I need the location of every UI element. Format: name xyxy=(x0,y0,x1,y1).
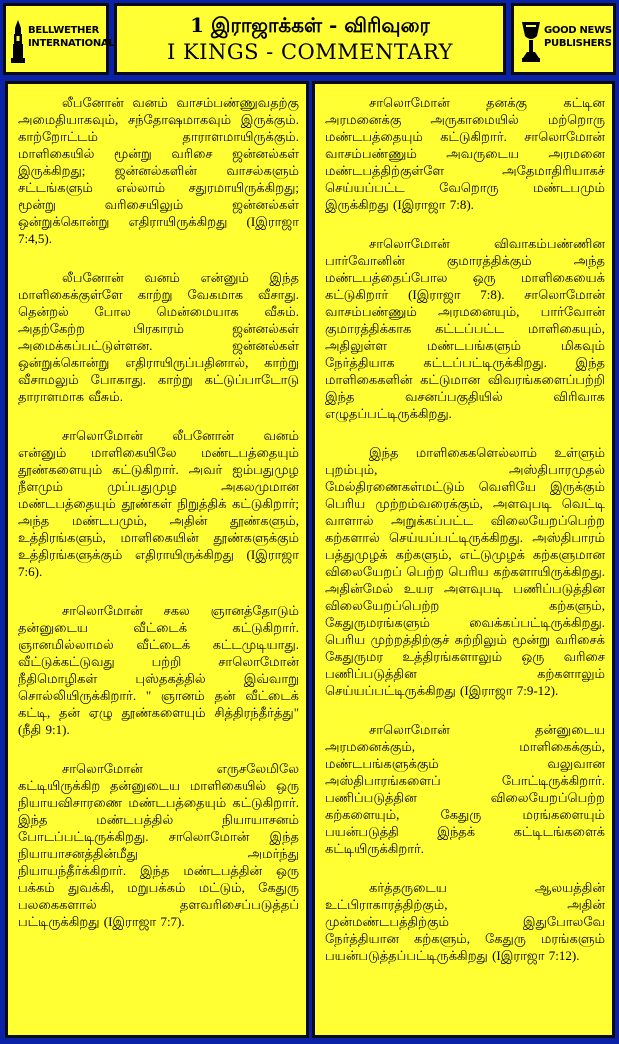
logo-left-line2: INTERNATIONAL xyxy=(28,38,115,49)
bellwether-logo xyxy=(3,3,115,75)
bellwether-logo-text xyxy=(28,24,114,50)
good-news-publishers-logo xyxy=(511,3,616,75)
commentary-paragraph: சாலொமோன் விவாகம்பண்ணின பார்வோனின் குமாரத்திக்கும் அந்த மண்டபத்தைப்போல ஒரு மாளிகையைக் கட்டுகிறார் (Iஇராஜா 7:8). சாலொமோன் வாசம்பண்ணும் அரமனையும், பார்வோன் குமாரத்திக்காக கட்டப்பட்ட மாளிகையும், அதிலுள்ள மண்டபங்களும் மிகவும் நேர்த்தியாக கட்டப்பட்டிருக்கிறது. இந்த மாளிகைகளின் கட்டுமான விவரங்களைப்பற்றி இந்த வசனப்பகுதியில் விரிவாக எழுதப்பட்டிருக்கிறது. xyxy=(325,236,605,421)
title-box xyxy=(114,3,506,75)
page-title-tamil: 1 இராஜாக்கள் - விரிவுரை xyxy=(190,13,430,37)
commentary-paragraph: சாலொமோன் தனக்கு கட்டின அரமனைக்கு அருகாமையில் மற்றொரு மண்டபத்தையும் கட்டுகிறார். சாலொமோன் வாசம்பண்ணும் அவருடைய அரமனை மண்டபத்திற்குள்ளே அதேமாதிரியாகச் செய்யப்பட்ட வேறொரு மண்டபமும் இருக்கிறது (Iஇராஜா 7:8). xyxy=(325,95,605,212)
chalice-icon xyxy=(520,18,542,64)
logo-left-line1: BELLWETHER xyxy=(28,25,100,36)
page-title-english: I KINGS - COMMENTARY xyxy=(167,40,453,64)
commentary-paragraph: சாலொமோன் சகல ஞானத்தோடும் தன்னுடைய வீட்டைக் கட்டுகிறார். ஞானமில்லாமல் வீட்டைக் கட்டமுடியாது. வீட்டுக்கட்டுவது பற்றி சாலொமோன் நீதிமொழிகள் புஸ்தகத்தில் இவ்வாறு சொல்லியிருக்கிறார். " ஞானம் தன் வீட்டைக் கட்டி, தன் ஏழு தூண்களையும் சித்திரந்தீர்த்து" (நீதி 9:1). xyxy=(18,603,299,737)
commentary-paragraph: லீபனோன் வனம் வாசம்பண்ணுவதற்கு அமைதியாகவும், சந்தோஷமாகவும் இருக்கும். காற்றோட்டம் தாராளமாயிருக்கும். மாளிகையில் மூன்று வரிசை ஜன்னல்கள் இருக்கிறது; ஜன்னல்களின் வாசல்களும் சட்டங்களும் எல்லாம் சதுரமாயிருக்கிறது; மூன்று வரிசையிலும் ஜன்னல்கள் ஒன்றுக்கொன்று எதிராயிருக்கிறது (Iஇராஜா 7:4,5). xyxy=(18,95,299,246)
logo-right-line1: GOOD NEWS xyxy=(544,25,612,36)
logo-right-line2: PUBLISHERS xyxy=(544,38,612,49)
commentary-column-left xyxy=(5,81,309,1038)
commentary-paragraph: கர்த்தருடைய ஆலயத்தின் உட்பிராகாரத்திற்கும், அதின் முன்மண்டபத்திற்கும் இதுபோலவே நேர்த்தியான கற்களும், கேதுரு மரங்களும் பயன்படுத்தப்பட்டிருக்கிறது (Iஇராஜா 7:12). xyxy=(325,880,605,963)
commentary-paragraph: சாலொமோன் தன்னுடைய அரமனைக்கும், மாளிகைக்கும், மண்டபங்களுக்கும் வலுவான அஸ்திபாரங்களைப் போட்டிருக்கிறார். பணிப்படுத்தின விலையேறப்பெற்ற கற்களையும், கேதுரு மரங்களையும் பயன்படுத்தி இந்தக் கட்டிடங்களைக் கட்டியிருக்கிறார். xyxy=(325,722,605,856)
bell-tower-icon xyxy=(10,20,26,64)
good-news-logo-text xyxy=(544,24,612,50)
commentary-paragraph: இந்த மாளிகைகளெல்லாம் உள்ளும் புறம்பும், அஸ்திபாரமுதல் மேல்திரணைகள்மட்டும் வெளியே இருக்கும் பெரிய முற்றம்வரைக்கும், அளவுபடி வெட்டி வாளால் அறுக்கப்பட்ட விலையேறப்பெற்ற கற்களால் செய்யப்பட்டிருக்கிறது. அஸ்திபாரம் பத்துமுழக் கற்களும், எட்டுமுழக் கற்களுமான விலையேறப் பெற்ற பெரிய கற்களாயிருக்கிறது. அதின்மேல் உயர அளவுபடி பணிப்படுத்தின விலையேறப்பெற்ற கற்களும், கேதுருமரங்களும் வைக்கப்பட்டிருக்கிறது. பெரிய முற்றத்திற்குச் சுற்றிலும் மூன்று வரிசைக் கேதுருமர உத்திரங்களாலும் ஒரு வரிசை பணிப்படுத்தின கற்களாலும் செய்யப்பட்டிருக்கிறது (Iஇராஜா 7:9-12). xyxy=(325,445,605,698)
commentary-paragraph: சாலொமோன் லீபனோன் வனம் என்னும் மாளிகையிலே மண்டபத்தையும் தூண்களையும் கட்டுகிறார். அவர் ஐம்பதுமுழ நீளமும் முப்பதுமுழ அகலமுமான மண்டபத்தையும் தூண்கள் நிறுத்திக் கட்டுகிறார்; அந்த மண்டபமும், அதின் தூண்களும், உத்திரங்களும், மாளிகையின் தூண்களுக்கும் உத்திரங்களுக்கும் எதிராயிருக்கிறது (Iஇராஜா 7:6). xyxy=(18,428,299,579)
commentary-paragraph: சாலொமோன் எருசலேமிலே கட்டியிருக்கிற தன்னுடைய மாளிகையில் ஒரு நியாயவிசாரணை மண்டபத்தையும் கட்டுகிறார். இந்த மண்டபத்தில் நியாயாசனம் போடப்பட்டிருக்கிறது. சாலொமோன் இந்த நியாயாசனத்தின்மீது அமர்ந்து நியாயந்தீர்க்கிறார். இந்த மண்டபத்தின் ஒரு பக்கம் துவக்கி, மறுபக்கம் மட்டும், கேதுரு பலகைகளால் தளவரிசைப்படுத்தப் பட்டிருக்கிறது (Iஇராஜா 7:7). xyxy=(18,761,299,929)
commentary-paragraph: லீபனோன் வனம் என்னும் இந்த மாளிகைக்குள்ளே காற்று வேகமாக வீசாது. தென்றல் போல மென்மையாக வீசும். அதற்கேற்ற பிரகாரம் ஜன்னல்கள் அமைக்கப்பட்டுள்ளன. ஜன்னல்கள் ஒன்றுக்கொன்று எதிராயிருப்பதினால், காற்று வீசாமலும் போகாது. காற்று கட்டுப்பாடோடு தாராளமாக வீசும். xyxy=(18,270,299,404)
header xyxy=(0,0,619,78)
commentary-column-right xyxy=(312,81,615,1038)
